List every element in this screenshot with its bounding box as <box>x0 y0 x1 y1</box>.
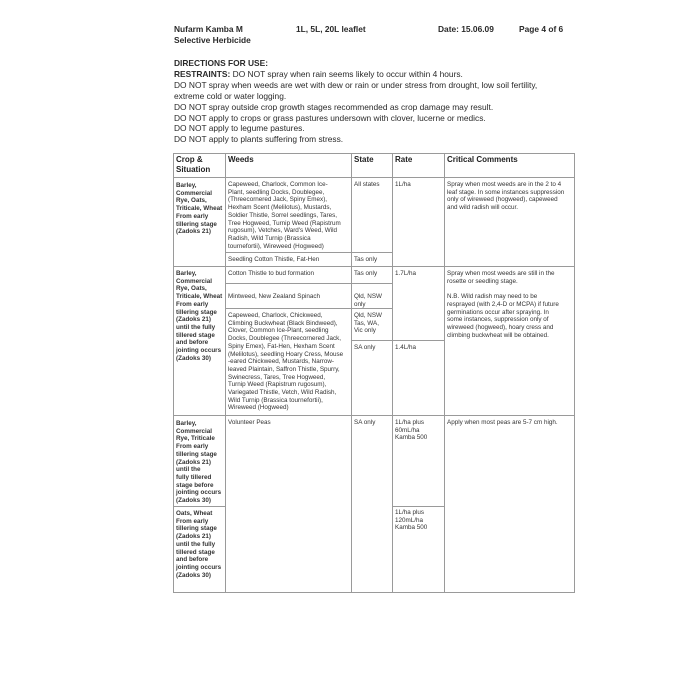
crop-situation-cell: Barley, Commercial Rye, Oats, Triticale, Wheat From early tillering stage (Zadoks 21) <box>176 182 223 236</box>
restraint-line: DO NOT spray outside crop growth stages recommended as crop damage may result. <box>174 101 494 112</box>
row-divider <box>225 283 393 284</box>
row-divider <box>173 506 226 507</box>
rate-cell: 1.7L/ha <box>395 270 417 277</box>
comment-cell: Apply when most peas are 5-7 cm high. <box>447 419 558 426</box>
weeds-cell: Cotton Thistle to bud formation <box>228 270 314 277</box>
state-cell: Tas only <box>354 270 378 277</box>
header-rate: Rate <box>395 155 413 164</box>
pack-sizes: 1L, 5L, 20L leaflet <box>296 24 366 34</box>
header-state: State <box>354 155 374 164</box>
weeds-cell: Volunteer Peas <box>228 419 271 426</box>
weeds-cell: Capeweed, Charlock, Common Ice- Plant, seedling Docks, Doublegee, (Threecornered Jack, Spiny Emex), Hexham Scent (Melilotus), Mustards, Soldier Thistle, Sorrel seedlings, Tares, Tree Hogweed, Turnip Weed (Rapistrum rugosum), Vetches, Ward's Weed, Wild Radish, Wild Turnip (Brassica tournefortii), Wireweed (Hogweed) <box>228 181 341 250</box>
document-date: Date: 15.06.09 <box>438 24 494 34</box>
row-divider <box>173 266 575 267</box>
comment-cell: Spray when most weeds are in the 2 to 4 leaf stage. In some instances suppression only of wireweed (hogweed), capeweed and wild radish will occur. <box>447 181 565 212</box>
table-border-bottom <box>173 592 575 593</box>
header-comments: Critical Comments <box>447 155 518 164</box>
page-number: Page 4 of 6 <box>519 24 564 34</box>
restraints-text: DO NOT spray when rain seems likely to occur within 4 hours. <box>230 68 463 79</box>
rate-cell: 1L/ha <box>395 181 411 188</box>
crop-situation-cell: Barley, Commercial Rye, Triticale From early tillering stage (Zadoks 21) until the fully tillered stage before jointing occurs (Zadoks 30) <box>176 420 222 505</box>
product-name: Nufarm Kamba M <box>174 24 243 34</box>
header-crop: Crop & Situation <box>176 155 211 174</box>
restraints-label: RESTRAINTS: <box>174 68 231 79</box>
state-cell: Tas only <box>354 256 378 263</box>
restraints-line <box>174 69 594 80</box>
col-divider <box>225 153 226 593</box>
table-border-left <box>173 153 174 593</box>
rate-cell: 1.4L/ha <box>395 344 417 351</box>
restraint-line: DO NOT spray when weeds are wet with dew or rain or under stress from drought, low soil fertility, <box>174 79 538 90</box>
header-weeds: Weeds <box>228 155 254 164</box>
weeds-cell: Seedling Cotton Thistle, Fat-Hen <box>228 256 320 263</box>
rate-cell: 1L/ha plus 120mL/ha Kamba 500 <box>395 509 428 532</box>
col-divider <box>351 153 352 593</box>
col-divider <box>392 153 393 593</box>
rate-cell: 1L/ha plus 60mL/ha Kamba 500 <box>395 419 428 442</box>
row-divider <box>173 177 575 178</box>
directions-title: DIRECTIONS FOR USE: <box>174 58 268 68</box>
weeds-cell: Mintweed, New Zealand Spinach <box>228 293 321 300</box>
state-cell: All states <box>354 181 380 188</box>
row-divider <box>351 340 445 341</box>
weeds-cell: Capeweed, Charlock, Chickweed, Climbing Buckwheat (Black Bindweed), Clover, Common Ice-Plant, seedling Docks, Doublegee (Threecornered Jack, Spiny Emex), Fat-Hen, Hexham Scent (Melilotus), seedling Hoary Cress, Mouse -eared Chickweed, Mustards, Narrow- leaved Plaintain, Saffron Thistle, Spurry, Swinecress, Tares, Tree Hogweed, Turnip Weed (Rapistrum rugosum), Variegated Thistle, Vetch, Wild Radish, Wild Turnip (Brassica tournefortii), Wireweed (Hogweed) <box>228 312 344 412</box>
comment-cell: Spray when most weeds are still in the rosette or seedling stage. N.B. Wild radish may need to be resprayed (with 2,4-D or MCPA) if future germinations occur after spraying. In some instances, suppression only of wireweed (hogweed), hoary cress and climbing buckwheat will be obtained. <box>447 270 559 339</box>
state-cell: Qld, NSW Tas, WA, Vic only <box>354 312 382 335</box>
row-divider <box>225 252 393 253</box>
table-border-right <box>574 153 575 593</box>
col-divider <box>444 153 445 593</box>
restraint-line: DO NOT apply to crops or grass pastures undersown with clover, lucerne or medics. <box>174 112 486 123</box>
crop-situation-cell: Oats, Wheat From early tillering stage (Zadoks 21) until the fully tillered stage and before jointing occurs (Zadoks 30) <box>176 510 222 579</box>
table-border-top <box>173 153 575 154</box>
row-divider <box>392 506 445 507</box>
restraint-line: DO NOT apply to legume pastures. <box>174 123 305 134</box>
directions-section <box>174 58 594 145</box>
state-cell: Qld, NSW only <box>354 293 382 308</box>
restraint-line: DO NOT apply to plants suffering from stress. <box>174 134 344 145</box>
state-cell: SA only <box>354 344 376 351</box>
state-cell: SA only <box>354 419 376 426</box>
row-divider <box>173 415 575 416</box>
restraint-line: extreme cold or water logging. <box>174 90 287 101</box>
directions-table <box>173 153 575 593</box>
crop-situation-cell: Barley, Commercial Rye, Oats, Triticale, Wheat From early tillering stage (Zadoks 21) until the fully tillered stage and before jointing occurs (Zadoks 30) <box>176 270 223 362</box>
product-subtitle: Selective Herbicide <box>174 35 251 45</box>
